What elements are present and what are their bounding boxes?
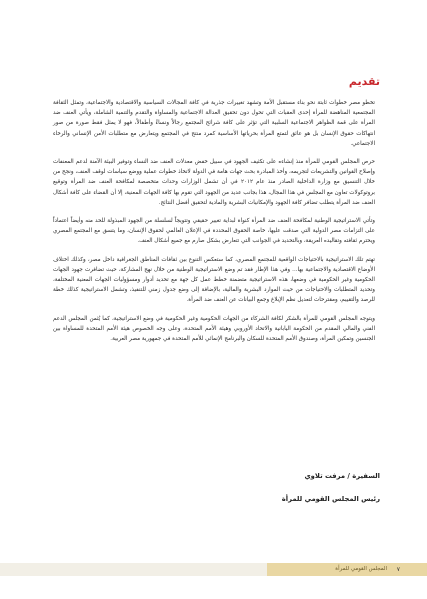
page-number: ٧: [396, 566, 400, 573]
paragraph-3: وتأتي الاستراتيجية الوطنية لمكافحة العنف ضد المرأة كنواة لبداية تغيير حقيقي وتتويجاً لسلسلة من الجهود المبذولة للحد منه وأيضاً اعتماداً على التزامات مصر الدولية التي صدقت عليها، خاصة الحقوق المحددة في الإعلان العالمي لحقوق الإنسان، وما يتسق مع المجتمع المصري ويحترم ثقافته وتقاليده العريقة، وبالتحديد في الجوانب التي تتعارض بشكل صارم مع جميع أشكال العنف.: [53, 218, 375, 245]
footer-publication-name: المجلس القومي للمرأة: [335, 566, 387, 572]
signature-block: [282, 472, 380, 518]
signatory-name: السفيرة / مرفت تلاوي: [304, 472, 380, 480]
body-text: [53, 98, 375, 352]
signatory-position: رئيس المجلس القومي للمرأة: [281, 495, 380, 503]
paragraph-1: تخطو مصر خطوات ثابتة نحو بناء مستقبل الأمة وتشهد تغييرات جذرية في كافة المجالات السياسية والاقتصادية والاجتماعية، وتمثل الثقافة المجتمعية المناهضة للمرأة إحدى العقبات التي تحول دون تحقيق العدالة الاجتماعية والمساواة والتقدم والتنمية الشاملة، ويأتي العنف ضد المرأة على قمة الظواهر الاجتماعية السلبية التي تؤثر على كافة شرائح المجتمع رجالاً ونساءً وأطفالاً، فهو لا يمثل فقط صورة من صور انتهاكات حقوق الإنسان بل هو عائق لتمتع المرأة بحرياتها الأساسية كمرد منتج في المجتمع ويتعارض مع متطلبات الأمن الإنساني والرخاء الاجتماعي.: [53, 100, 375, 147]
paragraph-2: حرص المجلس القومي للمرأة منذ إنشاءه على تكثيف الجهود في سبيل خفض معدلات العنف ضد النساء وتوفير البيئة الآمنة لدعم المعنفات وإصلاح القوانين والتشريعات لتجريمه، وأخذ المبادرة بحث جهات هامة في الدولة لاتخاذ خطوات عملية ووضع سياسات لوقف العنف، ونجح من خلال التنسيق مع وزارة الداخلية الصادر منذ عام ٢٠١٢ في أن تشمل الوزارات وحدات متخصصة لمكافحة العنف ضد المرأة وتوقيع بروتوكولات تعاون مع المجلس في هذا المجال، هذا بجانب عديد من الجهود التي تقوم بها كافة الجهات المعنية، إلا أن القضاء على كافة أشكال العنف ضد المرأة يتطلب تضافر كافة الجهود والإمكانيات البشرية والمادية لتحقيق أفضل النتائج.: [53, 159, 375, 206]
paragraph-5: ويتوجه المجلس القومي للمرأة بالشكر لكافة الشركاء من الجهات الحكومية وغير الحكومية في وضع الاستراتيجية، كما يُثمن المجلس الدعم الفني والمالي المقدم من الحكومة اليابانية والاتحاد الأوروبي وهيئة الأمم المتحدة، وعلى وجه الخصوص هيئة الأمم المتحدة للمساواة بين الجنسين وتمكين المرأة، وصندوق الأمم المتحدة للسكان والبرنامج الإنمائي للأمم المتحدة في جمهورية مصر العربية.: [53, 315, 375, 343]
section-title: تقديم: [348, 75, 380, 88]
paragraph-4: تهتم تلك الاستراتيجية بالاحتياجات الواقعية للمجتمع المصري، كما ستعكس التنوع بين ثقافات المناطق الجغرافية داخل مصر، وكذلك اختلاف الأوضاع الاقتصادية والاجتماعية بها... وفي هذا الإطار فقد تم وضع الاستراتيجية الوطنية من خلال نهج المشاركة، حيث تضافرت جهود الجهات الحكومية وغير الحكومية في وضعها، هذه الاستراتيجية متضمنة خطط عمل كل جهة مع تحديد أدوار ومسؤوليات الجهات المعنية المختلفة، وتحديد المتطلبات والاحتياجات من حيث الموارد البشرية والمالية، بالإضافة إلى وضع جدول زمني للتنفيذ، وتشمل الاستراتيجية كذلك خطة للرصد والتقييم، ومقترحات لتعديل نظم الإبلاغ وجمع البيانات عن العنف ضد المرأة.: [53, 256, 375, 304]
